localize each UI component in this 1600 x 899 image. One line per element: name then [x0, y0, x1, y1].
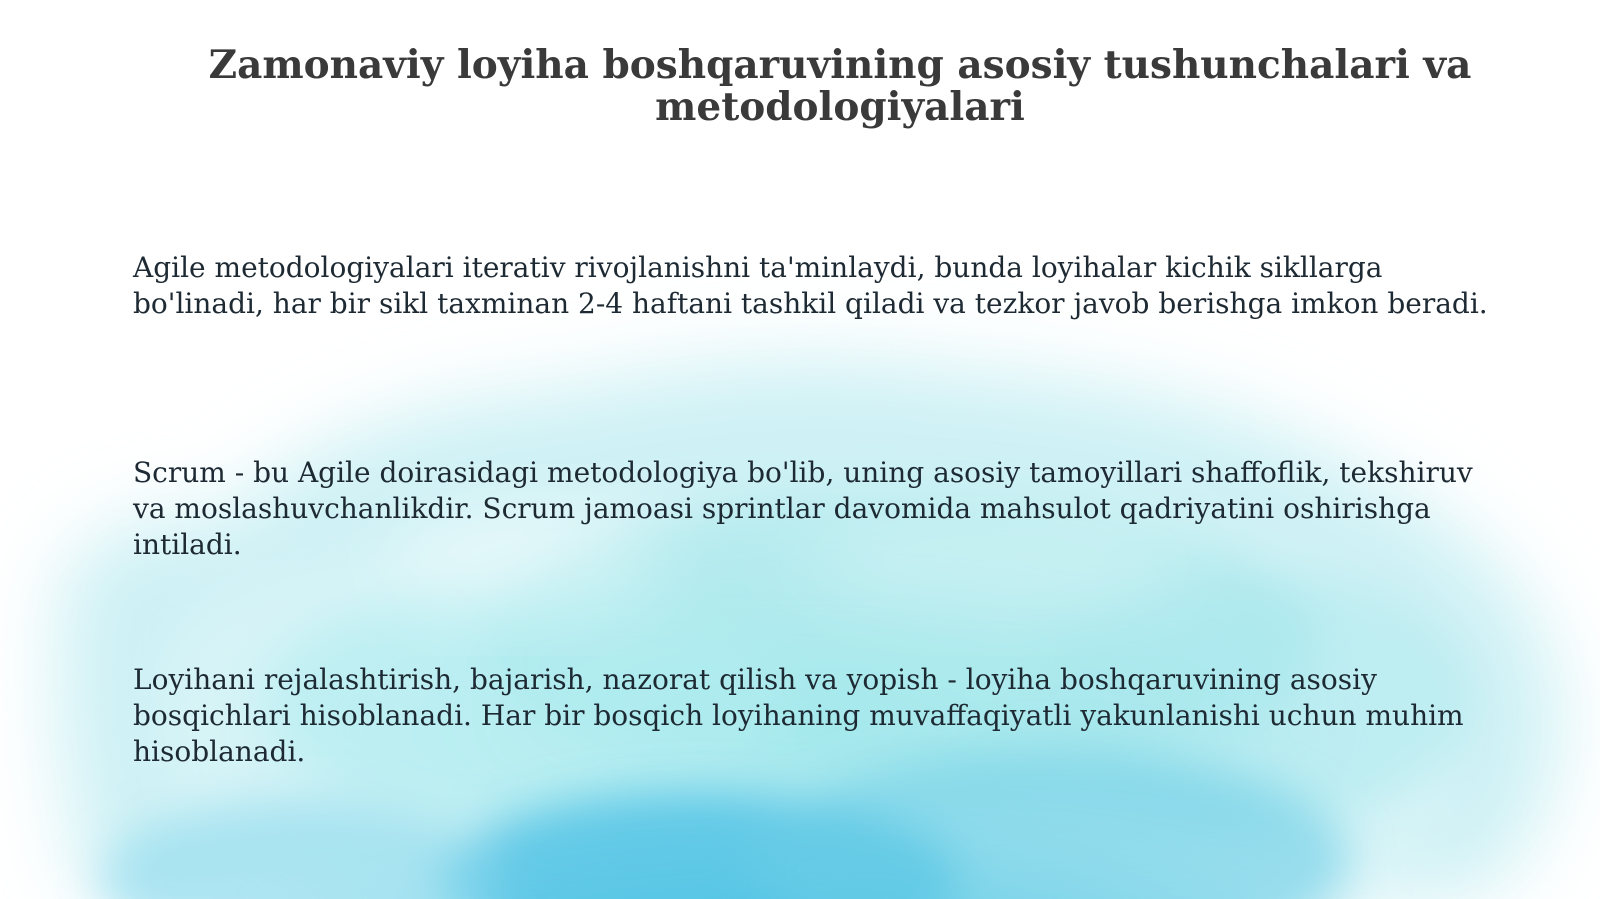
paragraph-agile: Agile metodologiyalari iterativ rivojlanishni ta'minlaydi, bunda loyihalar kichik sikllarga bo'linadi, har bir sikl taxminan 2-4 haftani tashkil qiladi va tezkor javob berishga imkon beradi. — [133, 251, 1488, 320]
paragraph-scrum: Scrum - bu Agile doirasidagi metodologiya bo'lib, uning asosiy tamoyillari shaffoflik, tekshiruv va moslashuvchanlikdir. Scrum jamoasi sprintlar davomida mahsulot qadriyatini oshirishga intiladi. — [133, 456, 1473, 561]
paragraph-project-phases: Loyihani rejalashtirish, bajarish, nazorat qilish va yopish - loyiha boshqaruvining asosiy bosqichlari hisoblanadi. Har bir bosqich loyihaning muvaffaqiyatli yakunlanishi uchun muhim hisoblanadi. — [133, 663, 1464, 768]
slide-title: Zamonaviy loyiha boshqaruvining asosiy tushunchalari va metodologiyalari — [208, 42, 1472, 130]
